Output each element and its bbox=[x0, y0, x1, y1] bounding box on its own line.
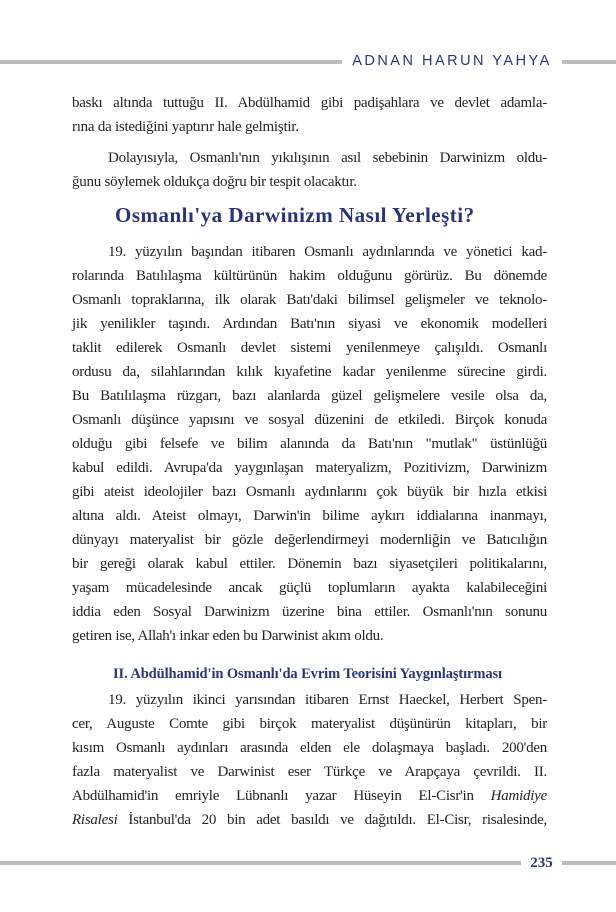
text-segment: İstanbul'da 20 bin adet basıldı ve dağıtıldı. El-Cisr, risalesinde, bbox=[117, 812, 547, 828]
text-line bbox=[72, 288, 547, 312]
text-segment: Abdülhamid'in emriyle Lübnanlı yazar Hüseyin El-Cisr'in bbox=[72, 788, 491, 804]
text-line bbox=[72, 576, 547, 600]
text-line bbox=[72, 146, 547, 170]
text-segment: rına da istediğini yaptırır hale gelmiştir. bbox=[72, 119, 299, 135]
text-line bbox=[72, 504, 547, 528]
text-segment: kabul edildi. Avrupa'da yaygınlaşan materyalizm, Pozitivizm, Darwinizm bbox=[72, 460, 547, 476]
text-line bbox=[72, 712, 547, 736]
text-line bbox=[72, 688, 547, 712]
text-line bbox=[72, 384, 547, 408]
text-segment: gibi ateist ideolojiler bazı Osmanlı aydınlarını çok büyük bir hızla etkisi bbox=[72, 484, 547, 500]
text-segment: taklit edilerek Osmanlı devlet sistemi yenilenmeye çalışıldı. Osmanlı bbox=[72, 340, 547, 356]
section-heading: Osmanlı'ya Darwinizm Nasıl Yerleşti? bbox=[115, 203, 475, 227]
text-segment: bir gereği olarak kabul ettiler. Dönemin bazı siyasetçileri politikalarını, bbox=[72, 556, 547, 572]
text-line bbox=[72, 264, 547, 288]
text-segment: iddia eden Sosyal Darwinizm üzerine bina ettiler. Osmanlı'nın sonunu bbox=[72, 604, 547, 620]
text-line bbox=[72, 480, 547, 504]
text-line bbox=[72, 115, 547, 139]
text-segment: ordusu da, silahlarından kılık kıyafetine kadar yenilenme sürecine girdi. bbox=[72, 364, 547, 380]
text-line bbox=[72, 336, 547, 360]
text-line bbox=[72, 736, 547, 760]
page-content bbox=[72, 91, 547, 832]
text-line bbox=[72, 91, 547, 115]
italic-text-segment: Hamidiye bbox=[490, 788, 547, 804]
text-line bbox=[72, 624, 547, 648]
text-segment: rolarında Batılılaşma kültürünün hakim olduğunu görürüz. Bu dönemde bbox=[72, 268, 547, 284]
text-segment: kısım Osmanlı aydınları arasında elden ele dolaşmaya başladı. 200'den bbox=[72, 740, 547, 756]
text-line bbox=[72, 528, 547, 552]
text-segment: 19. yüzyılın ikinci yarısından itibaren Ernst Haeckel, Herbert Spen- bbox=[108, 692, 547, 708]
text-line bbox=[72, 432, 547, 456]
text-line bbox=[72, 808, 547, 832]
sub-heading: II. Abdülhamid'in Osmanlı'da Evrim Teorisini Yaygınlaştırması bbox=[113, 666, 502, 682]
paragraph-continuation bbox=[72, 91, 547, 139]
text-segment: olduğu gibi felsefe ve bilim alanında da Batı'nın "mutlak" üstünlüğü bbox=[72, 436, 547, 452]
text-line bbox=[72, 240, 547, 264]
paragraph-conclusion bbox=[72, 146, 547, 194]
text-segment: Osmanlı topraklarına, ilk olarak Batı'daki bilimsel gelişmeler ve teknolo- bbox=[72, 292, 547, 308]
header-rule-left bbox=[0, 60, 342, 64]
footer-rule-left bbox=[0, 861, 521, 865]
text-segment: Dolayısıyla, Osmanlı'nın yıkılışının asıl sebebinin Darwinizm oldu- bbox=[108, 150, 547, 166]
header-rule-right bbox=[562, 60, 616, 64]
page-header-author: ADNAN HARUN YAHYA bbox=[352, 53, 552, 69]
text-line bbox=[72, 360, 547, 384]
text-segment: yaşam mücadelesinde ancak güçlü toplumların ayakta kalabileceğini bbox=[72, 580, 547, 596]
text-segment: Bu Batılılaşma rüzgarı, bazı alanlarda güzel gelişmelere vesile olsa da, bbox=[72, 388, 547, 404]
text-segment: cer, Auguste Comte gibi birçok materyalist düşünürün kitapları, bir bbox=[72, 716, 547, 732]
text-segment: ğunu söylemek oldukça doğru bir tespit olacaktır. bbox=[72, 174, 357, 190]
paragraph-evolution-spread bbox=[72, 688, 547, 832]
page-number: 235 bbox=[530, 855, 553, 871]
text-segment: baskı altında tuttuğu II. Abdülhamid gibi padişahlara ve devlet adamla- bbox=[72, 95, 547, 111]
text-line bbox=[72, 552, 547, 576]
text-segment: jik yenilikler taşındı. Ardından Batı'nın siyasi ve ekonomik modelleri bbox=[72, 316, 547, 332]
text-line bbox=[72, 784, 547, 808]
text-line bbox=[72, 312, 547, 336]
text-line bbox=[72, 408, 547, 432]
footer-rule-right bbox=[562, 861, 616, 865]
paragraph-westernization bbox=[72, 240, 547, 648]
text-segment: dünyayı materyalist bir gözle değerlendirmeyi modernliğin ve Batıcılığın bbox=[72, 532, 547, 548]
text-segment: 19. yüzyılın başından itibaren Osmanlı aydınlarında ve yönetici kad- bbox=[108, 244, 547, 260]
text-segment: altına aldı. Ateist olmayı, Darwin'in bilime aykırı iddialarına inanmayı, bbox=[72, 508, 547, 524]
text-segment: getiren ise, Allah'ı inkar eden bu Darwinist akım oldu. bbox=[72, 628, 384, 644]
text-line bbox=[72, 600, 547, 624]
text-segment: fazla materyalist ve Darwinist eser Türkçe ve Arapçaya çevrildi. II. bbox=[72, 764, 547, 780]
italic-text-segment: Risalesi bbox=[72, 812, 118, 828]
text-segment: Osmanlı düşünce yapısını ve sosyal düzenini de etkiledi. Birçok konuda bbox=[72, 412, 547, 428]
text-line bbox=[72, 170, 547, 194]
text-line bbox=[72, 456, 547, 480]
text-line bbox=[72, 760, 547, 784]
